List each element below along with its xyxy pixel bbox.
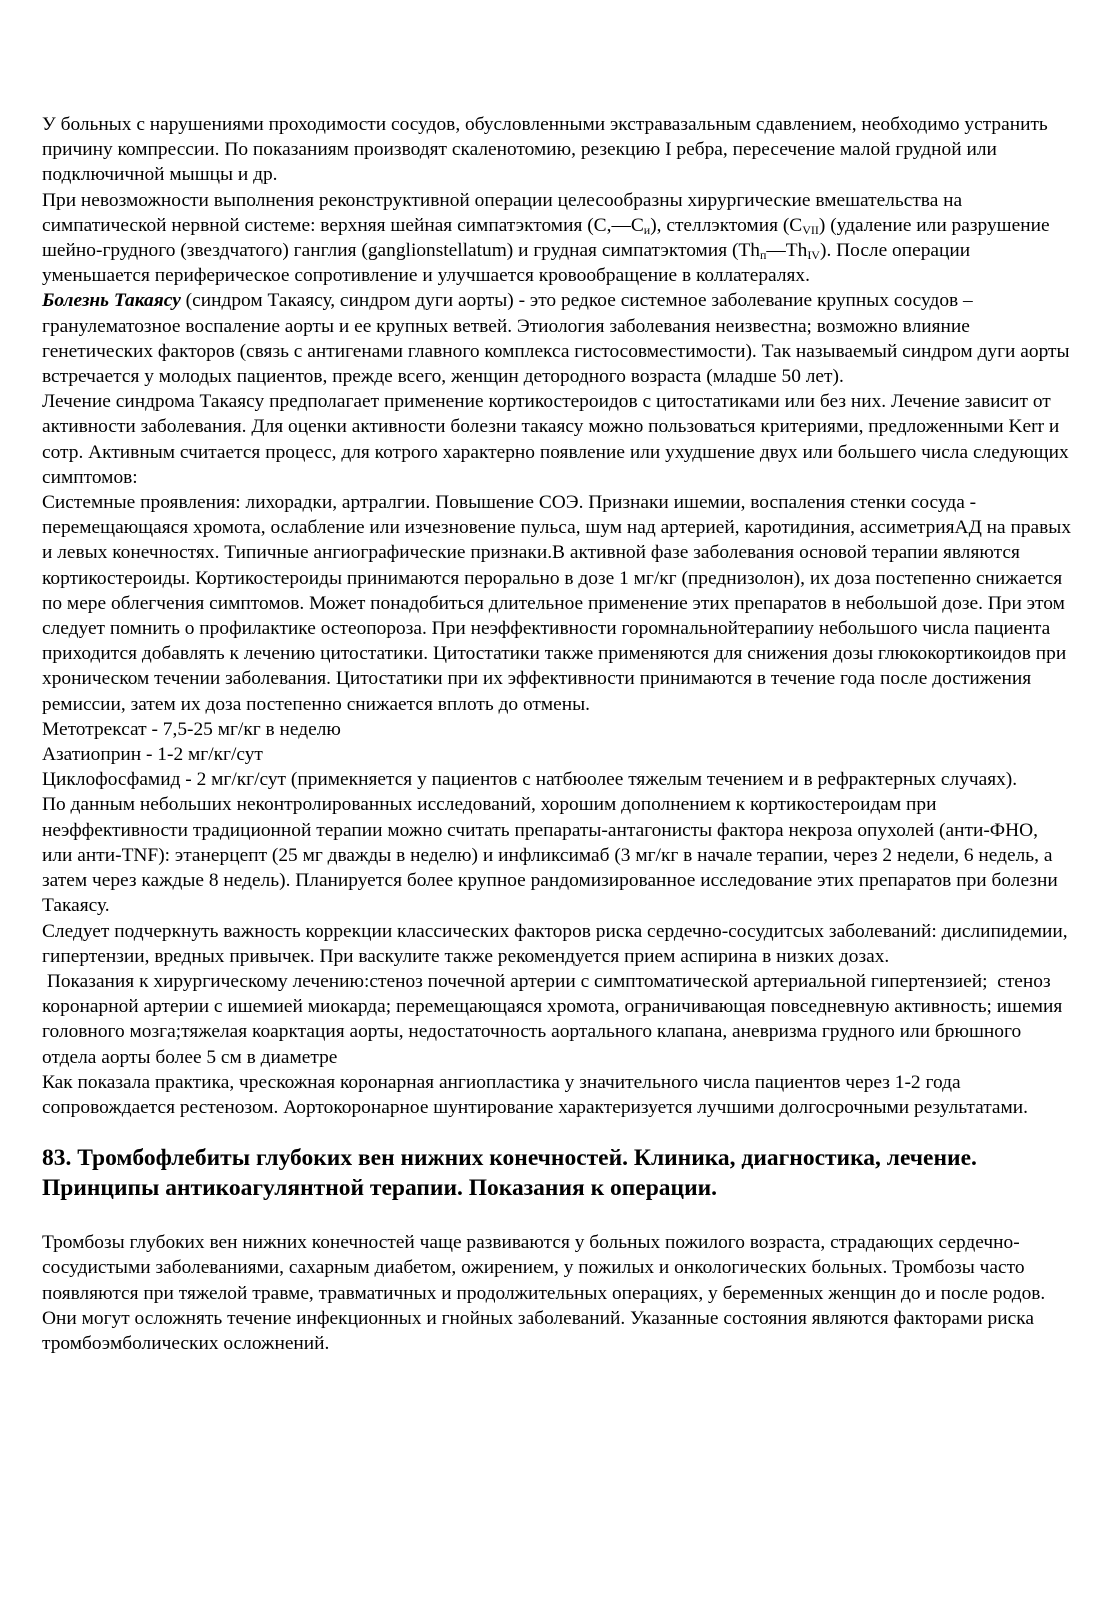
text-segment: При невозможности выполнения реконструктивной операции целесообразны хирургические вмешательства на симпатической нервной системе: верхняя шейная симпатэктомия (С,—С bbox=[42, 189, 963, 236]
paragraph-symptoms: Системные проявления: лихорадки, артралгии. Повышение СОЭ. Признаки ишемии, воспаления стенки сосуда - перемещающаяся хромота, ослабление или изчезновение пульса, шум над артерией, каротидиния, ассиметрияАД на правых и левых конечностях. Типичные ангиографические признаки.В активной фазе заболевания основой терапии являются кортикостероиды. Кортикостероиды принимаются перорально в дозе 1 мг/кг (преднизолон), их доза постепенно снижается по мере облегчения симптомов. Может понадобиться длительное применение этих препаратов в небольшой дозе. При этом следует помнить о профилактике остеопороза. При неэффективности горомнальнойтерапииу небольшого числа пациента приходится добавлять к лечению цитостатики. Цитостатики также применяются для снижения дозы глюкокортикоидов при хроническом течении заболевания. Цитостатики при их эффективности принимаются в течение года после достижения ремиссии, затем их доза постепенно снижается вплоть до отмены. bbox=[42, 492, 1072, 715]
paragraph-treatment: Лечение синдрома Такаясу предполагает применение кортикостероидов с цитостатиками или без них. Лечение зависит от активности заболевания. Для оценки активности болезни такаясу можно пользоваться критериями, предложенными Kerr и сотр. Активным считается процесс, для котрого характерно появление или ухудшение двух или большего числа следующих симптомов: bbox=[42, 391, 1069, 488]
text-segment: (синдром Такаясу, синдром дуги аорты) - это редкое системное заболевание крупных сосудов – гранулематозное воспаление аорты и ее крупных ветвей. Этиология заболевания неизвестна; возможно влияние генетических факторов (связь с антигенами главного комплекса гистосовместимости). Так называемый синдром дуги аорты встречается у молодых пациентов, прежде всего, женщин детородного возраста (младше 50 лет). bbox=[42, 290, 1070, 388]
paragraph-surgery-indications: Показания к хирургическому лечению:стеноз почечной артерии с симптоматической артериальной гипертензией; стеноз коронарной артерии с ишемией миокарда; перемещающаяся хромота, ограничивающая повседневную активность; ишемия головного мозга;тяжелая коарктация аорты, недостаточность аортального клапана, аневризма грудного или брюшного отдела аорты более 5 см в диаметре bbox=[42, 970, 1068, 1068]
document-page bbox=[42, 112, 1072, 1356]
paragraph-sympathectomy bbox=[42, 188, 1072, 289]
paragraph-practice: Как показала практика, чрескожная коронарная ангиопластика у значительного числа пациентов через 1-2 года сопровождается рестенозом. Аортокоронарное шунтирование характеризуется лучшими долгосрочными результатами. bbox=[42, 1071, 1029, 1118]
subscript: VII bbox=[802, 222, 819, 237]
drug-cyclophosphamide: Циклофосфамид - 2 мг/кг/сут (примекняется у пациентов с натбюолее тяжелым течением и в рефрактерных случаях). bbox=[42, 769, 1018, 791]
paragraph-anti-tnf: По данным небольших неконтролированных исследований, хорошим дополнением к кортикостероидам при неэффективности традиционной терапии можно считать препараты-антагонисты фактора некроза опухолей (анти-ФНО, или анти-TNF): этанерцепт (25 мг дважды в неделю) и инфликсимаб (3 мг/кг в начале терапии, через 2 недели, 6 недель, а затем через каждые 8 недель). Планируется более крупное рандомизированное исследование этих препаратов при болезни Такаясу. bbox=[42, 794, 1058, 917]
paragraph-compression: У больных с нарушениями проходимости сосудов, обусловленными экстравазальным сдавлением, необходимо устранить причину компрессии. По показаниям производят скаленотомию, резекцию I ребра, пересечение малой грудной или подключичной мышцы и др. bbox=[42, 114, 1048, 186]
text-segment: ). После операции уменьшается периферическое сопротивление и улучшается кровообращение в коллатералях. bbox=[42, 240, 971, 287]
drug-azathioprine: Азатиоприн - 1-2 мг/кг/сут bbox=[42, 744, 263, 766]
text-segment: ) (удаление или разрушение шейно-грудного (звездчатого) ганглия (ganglionstellatum) и грудная симпатэктомия (Th bbox=[42, 214, 1050, 262]
paragraph-thrombosis: Тромбозы глубоких вен нижних конечностей чаще развиваются у больных пожилого возраста, страдающих сердечно-сосудистыми заболеваниями, сахарным диабетом, ожирением, у пожилых и онкологических больных. Тромбозы часто появляются при тяжелой травме, травматичных и продолжительных операциях, у беременных женщин до и после родов. Они могут осложнять течение инфекционных и гнойных заболеваний. Указанные состояния являются факторами риска тромбоэмболических осложнений. bbox=[42, 1232, 1046, 1354]
drug-methotrexate: Метотрексат - 7,5-25 мг/кг в неделю bbox=[42, 718, 341, 740]
subscript: и bbox=[643, 222, 651, 237]
subscript: п bbox=[759, 248, 767, 263]
text-segment: ), стеллэктомия (С bbox=[650, 214, 803, 236]
paragraph-takayasu-definition bbox=[42, 288, 1072, 389]
section-heading: 83. Тромбофлебиты глубоких вен нижних конечностей. Клиника, диагностика, лечение. Принципы антикоагулянтной терапии. Показания к операции. bbox=[42, 1145, 977, 1202]
subscript: IV bbox=[807, 248, 820, 263]
paragraph-risk-factors: Следует подчеркнуть важность коррекции классических факторов риска сердечно-сосудитсых заболеваний: дислипидемии, гипертензии, вредных привычек. При васкулите также рекомендуется прием аспирина в низких дозах. bbox=[42, 920, 1068, 967]
term-takayasu: Болезнь Такаясу bbox=[42, 290, 181, 312]
text-segment: —Th bbox=[766, 240, 808, 262]
